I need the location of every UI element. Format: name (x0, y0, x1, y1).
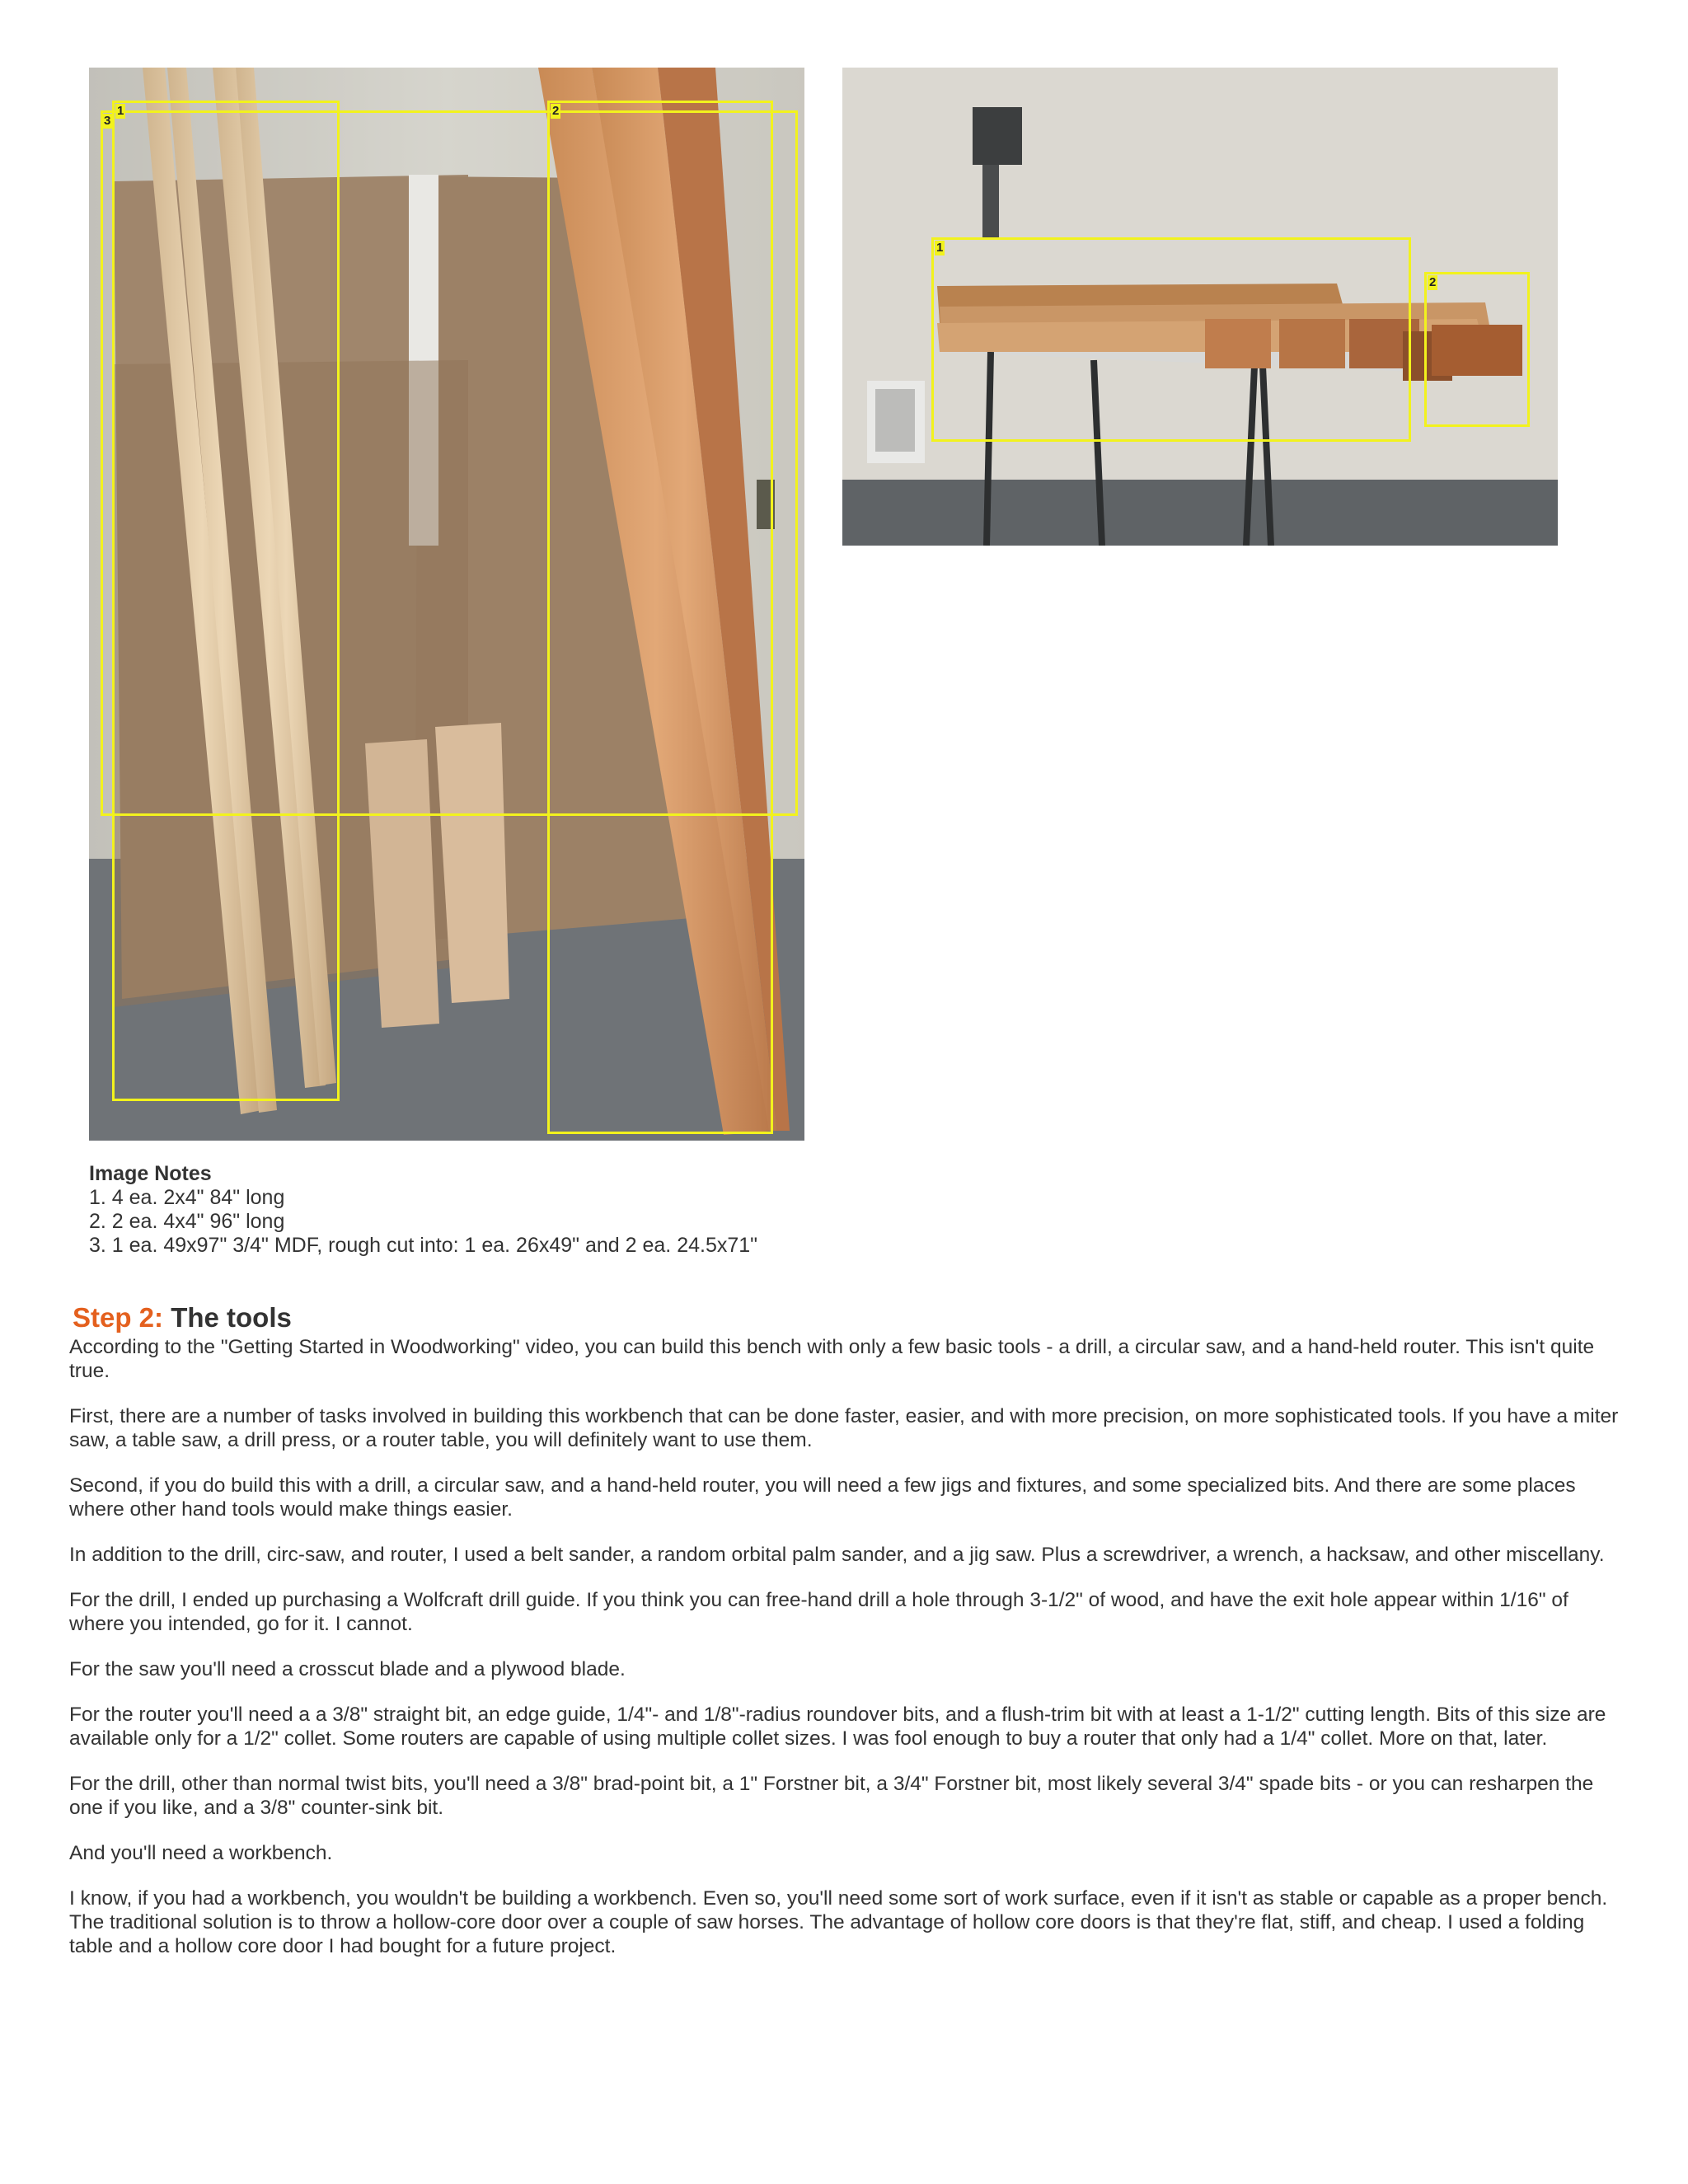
paragraph: For the drill, other than normal twist bits, you'll need a 3/8" brad-point bit, a 1" Forstner bit, a 3/4" Forstner bit, most likely several 3/4" spade bits - or you can resharpen the one if you like, and a 3/8" counter-sink bit. (69, 1773, 1594, 1819)
paragraph: First, there are a number of tasks involved in building this workbench that can be done faster, easier, and with more precision, on more sophisticated tools. If you have a miter saw, a table saw, a drill press, or a router table, you will definitely want to use them. (69, 1405, 1619, 1451)
image-note-item: 3. 1 ea. 49x97" 3/4" MDF, rough cut into: 1 ea. 26x49" and 2 ea. 24.5x71" (89, 1234, 758, 1257)
paragraph: I know, if you had a workbench, you wouldn't be building a workbench. Even so, you'll need some sort of work surface, even if it isn't as stable or capable as a proper bench. The traditional solution is to throw a hollow-core door over a couple of saw horses. The advantage of hollow core doors is that they're flat, stiff, and cheap. I used a folding table and a hollow core door I had bought for a future project. (69, 1887, 1608, 1957)
annotation-tag-1: 1 (117, 104, 124, 118)
step-title: The tools (171, 1302, 292, 1333)
annotation-tag-3: 3 (104, 114, 111, 128)
annotation-box-1 (931, 237, 1411, 442)
annotation-tag-2: 2 (552, 104, 560, 118)
annotation-box-1 (112, 101, 340, 1101)
annotation-tag-2: 2 (1429, 275, 1437, 289)
paragraph: According to the "Getting Started in Woodworking" video, you can build this bench with only a few basic tools - a drill, a circular saw, and a hand-held router. This isn't quite true. (69, 1336, 1595, 1382)
image-note-item: 2. 2 ea. 4x4" 96" long (89, 1210, 285, 1233)
image-note-item: 1. 4 ea. 2x4" 84" long (89, 1186, 285, 1209)
paragraph: And you'll need a workbench. (69, 1842, 333, 1864)
image-notes (89, 1162, 757, 1258)
table-photo (842, 68, 1558, 546)
annotation-box-2 (547, 101, 773, 1134)
paragraph: In addition to the drill, circ-saw, and router, I used a belt sander, a random orbital palm sander, and a jig saw. Plus a screwdriver, a wrench, a hacksaw, and other miscellany. (69, 1544, 1605, 1566)
step-number: Step 2: (73, 1302, 164, 1333)
paragraph: Second, if you do build this with a drill, a circular saw, and a hand-held router, you will need a few jigs and fixtures, and some specialized bits. And there are some places where other hand tools would make things easier. (69, 1474, 1576, 1521)
paragraph: For the drill, I ended up purchasing a Wolfcraft drill guide. If you think you can free-hand drill a hole through 3-1/2" of wood, and have the exit hole appear within 1/16" of where you intended, go for it. I cannot. (69, 1589, 1568, 1635)
paragraph: For the router you'll need a a 3/8" straight bit, an edge guide, 1/4"- and 1/8"-radius roundover bits, and a flush-trim bit with at least a 1-1/2" cutting length. Bits of this size are available only for a 1/2" collet. Some routers are capable of using multiple collet sizes. I was fool enough to buy a router that only had a 1/4" collet. More on that, later. (69, 1704, 1606, 1750)
lumber-photo (89, 68, 804, 1141)
annotation-box-2 (1424, 272, 1530, 427)
step-body (69, 1335, 1619, 1980)
paragraph: For the saw you'll need a crosscut blade and a plywood blade. (69, 1658, 626, 1680)
annotation-tag-1: 1 (936, 241, 944, 255)
image-notes-title: Image Notes (89, 1162, 212, 1185)
step-heading (73, 1302, 292, 1333)
